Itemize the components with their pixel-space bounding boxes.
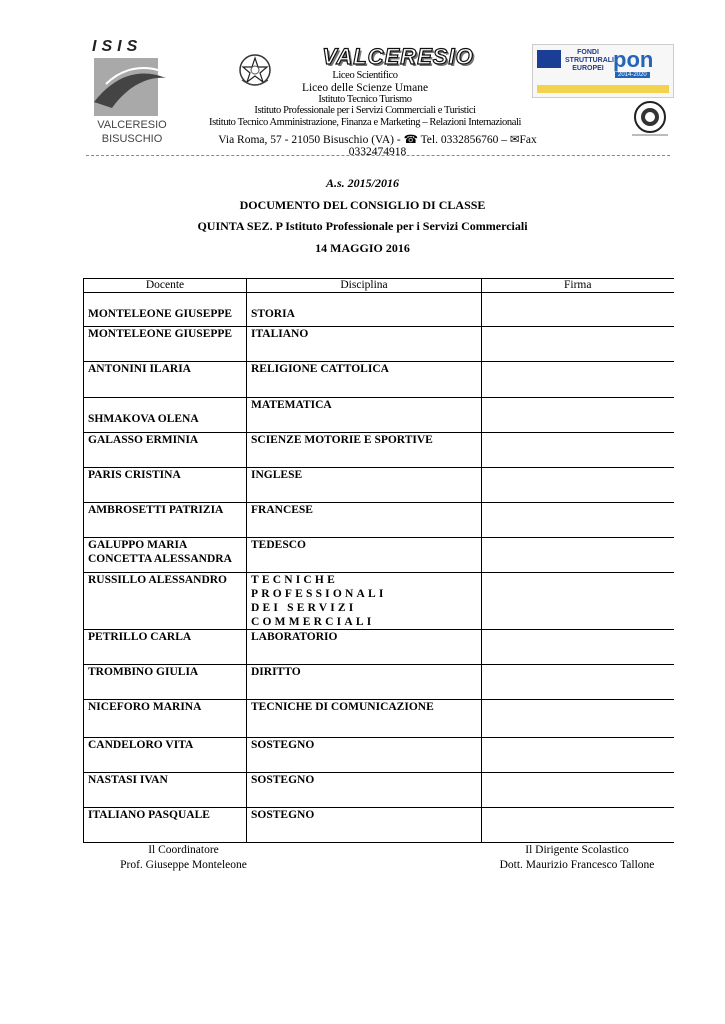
disciplina-name: DIRITTO: [251, 666, 301, 678]
disciplina-name: MATEMATICA: [251, 399, 332, 411]
disciplina-cell: [247, 808, 482, 843]
docente-cell: [84, 630, 247, 665]
disciplina-cell: [247, 468, 482, 503]
pon-logo-fondi: FONDI STRUTTURALI EUROPEI: [565, 49, 614, 72]
firma-cell[interactable]: [482, 293, 674, 327]
docente-cell: [84, 665, 247, 700]
table-row: [84, 700, 674, 738]
disciplina-cell: [247, 433, 482, 468]
institute-line: Istituto Professionale per i Servizi Commerciali e Turistici: [254, 105, 476, 116]
principal-signature-block: [484, 843, 670, 873]
institute-line: Liceo Scientifico: [332, 70, 398, 81]
coordinator-role: Il Coordinatore: [148, 844, 219, 856]
header-firma: Firma: [482, 279, 674, 293]
disciplina-cell: [247, 573, 482, 630]
table-row: [84, 293, 674, 327]
pon-logo-word: pon: [613, 47, 654, 72]
docente-name: NASTASI IVAN: [88, 774, 168, 786]
docente-name: ITALIANO PASQUALE: [88, 809, 210, 821]
docente-name: GALASSO ERMINIA: [88, 434, 199, 446]
institute-line: Istituto Tecnico Turismo: [318, 93, 412, 105]
docente-name: AMBROSETTI PATRIZIA: [88, 504, 224, 516]
table-row: [84, 773, 674, 808]
school-logo: [86, 38, 178, 148]
disciplina-name: SCIENZE MOTORIE E SPORTIVE: [251, 434, 433, 446]
docente-name: PARIS CRISTINA: [88, 469, 181, 481]
docente-name: SHMAKOVA OLENA: [88, 413, 199, 425]
institute-list: [190, 70, 540, 128]
docente-name: NICEFORO MARINA: [88, 701, 202, 713]
school-name: [86, 118, 178, 146]
disciplina-name: SOSTEGNO: [251, 774, 315, 786]
disciplina-cell: [247, 700, 482, 738]
table-row: [84, 538, 674, 573]
docente-cell: [84, 773, 247, 808]
docente-cell: [84, 293, 247, 327]
table-row: [84, 327, 674, 362]
docente-cell: [84, 573, 247, 630]
firma-cell[interactable]: [482, 773, 674, 808]
header-divider: [86, 155, 670, 156]
disciplina-name: TECNICHE DI COMUNICAZIONE: [251, 701, 434, 713]
disciplina-name: SOSTEGNO: [251, 809, 315, 821]
header-disciplina: Disciplina: [247, 279, 482, 293]
docente-cell: [84, 503, 247, 538]
docente-cell: [84, 362, 247, 398]
coordinator-name: Prof. Giuseppe Monteleone: [120, 859, 247, 871]
class-title: QUINTA SEZ. P Istituto Professionale per i Servizi Commerciali: [197, 219, 528, 233]
certification-seal-icon: [628, 100, 672, 138]
pon-logo-strip: [537, 85, 669, 93]
docente-name-line1: GALUPPO MARIA: [88, 539, 188, 551]
table-header-row: [84, 279, 674, 293]
pon-logo: [532, 44, 674, 98]
header-docente: Docente: [84, 279, 247, 293]
docente-cell: [84, 398, 247, 433]
disciplina-cell: [247, 327, 482, 362]
table-row: [84, 398, 674, 433]
disciplina-cell: [247, 398, 482, 433]
firma-cell[interactable]: [482, 808, 674, 843]
docente-name: MONTELEONE GIUSEPPE: [88, 328, 233, 340]
docente-name: TROMBINO GIULIA: [88, 666, 199, 678]
table-row: [84, 665, 674, 700]
firma-cell[interactable]: [482, 665, 674, 700]
valceresio-banner: VALCERESIO: [322, 44, 474, 69]
disciplina-name: SOSTEGNO: [251, 739, 315, 751]
coordinator-signature-block: [96, 843, 271, 873]
pon-logo-years: 2014-2020: [615, 72, 650, 78]
disciplina-cell: [247, 630, 482, 665]
disciplina-cell: [247, 773, 482, 808]
firma-cell[interactable]: [482, 433, 674, 468]
isis-logo-text: ISIS: [92, 38, 143, 55]
firma-cell[interactable]: [482, 538, 674, 573]
table-row: [84, 573, 674, 630]
table-row: [84, 738, 674, 773]
disciplina-name: RELIGIONE CATTOLICA: [251, 363, 389, 375]
firma-cell[interactable]: [482, 738, 674, 773]
school-name-line2: BISUSCHIO: [101, 133, 163, 145]
disciplina-name: FRANCESE: [251, 504, 313, 516]
disciplina-name: LABORATORIO: [251, 631, 338, 643]
document-date: 14 MAGGIO 2016: [315, 241, 410, 255]
firma-cell[interactable]: [482, 398, 674, 433]
docente-cell: [84, 538, 247, 573]
table-row: [84, 503, 674, 538]
docente-name: RUSSILLO ALESSANDRO: [88, 574, 228, 586]
document-title: DOCUMENTO DEL CONSIGLIO DI CLASSE: [239, 198, 486, 212]
disciplina-cell: [247, 538, 482, 573]
institute-line: Liceo delle Scienze Umane: [301, 81, 429, 94]
firma-cell[interactable]: [482, 503, 674, 538]
firma-cell[interactable]: [482, 362, 674, 398]
table-row: [84, 362, 674, 398]
school-logo-graphic: [86, 44, 178, 122]
docente-name: ANTONINI ILARIA: [88, 363, 191, 375]
docente-name: CANDELORO VITA: [88, 739, 194, 751]
school-year: A.s. 2015/2016: [325, 176, 399, 190]
firma-cell[interactable]: [482, 630, 674, 665]
firma-cell[interactable]: [482, 573, 674, 630]
institute-line: Istituto Tecnico Amministrazione, Finanza e Marketing – Relazioni Internazionali: [208, 116, 521, 128]
docente-cell: [84, 738, 247, 773]
docente-cell: [84, 808, 247, 843]
table-row: [84, 630, 674, 665]
docente-name: MONTELEONE GIUSEPPE: [88, 308, 233, 320]
docente-cell: [84, 700, 247, 738]
disciplina-cell: [247, 362, 482, 398]
disciplina-name: INGLESE: [251, 469, 303, 481]
docente-cell: [84, 327, 247, 362]
docente-name: PETRILLO CARLA: [88, 631, 192, 643]
principal-role: Il Dirigente Scolastico: [525, 844, 629, 856]
disciplina-name: TEDESCO: [251, 539, 306, 551]
disciplina-cell: [247, 503, 482, 538]
docente-name-line2: CONCETTA ALESSANDRA: [88, 553, 232, 565]
disciplina-name: ITALIANO: [251, 328, 309, 340]
disciplina-name: STORIA: [251, 308, 295, 320]
table-row: [84, 433, 674, 468]
firma-cell[interactable]: [482, 468, 674, 503]
school-name-line1: VALCERESIO: [97, 119, 167, 131]
docente-cell: [84, 433, 247, 468]
disciplina-cell: [247, 738, 482, 773]
signature-table: [83, 278, 674, 843]
school-address: Via Roma, 57 - 21050 Bisuschio (VA) - ☎ Tel. 0332856760 – ✉Fax 0332474918: [218, 134, 537, 158]
eu-flag-icon: [537, 50, 561, 68]
firma-cell[interactable]: [482, 327, 674, 362]
disciplina-cell: [247, 293, 482, 327]
disciplina-name-line2: DEI SERVIZI COMMERCIALI: [251, 602, 375, 628]
firma-cell[interactable]: [482, 700, 674, 738]
docente-cell: [84, 468, 247, 503]
principal-name: Dott. Maurizio Francesco Tallone: [499, 859, 655, 871]
table-row: [84, 468, 674, 503]
table-row: [84, 808, 674, 843]
disciplina-name-line1: TECNICHE PROFESSIONALI: [251, 574, 387, 600]
disciplina-cell: [247, 665, 482, 700]
